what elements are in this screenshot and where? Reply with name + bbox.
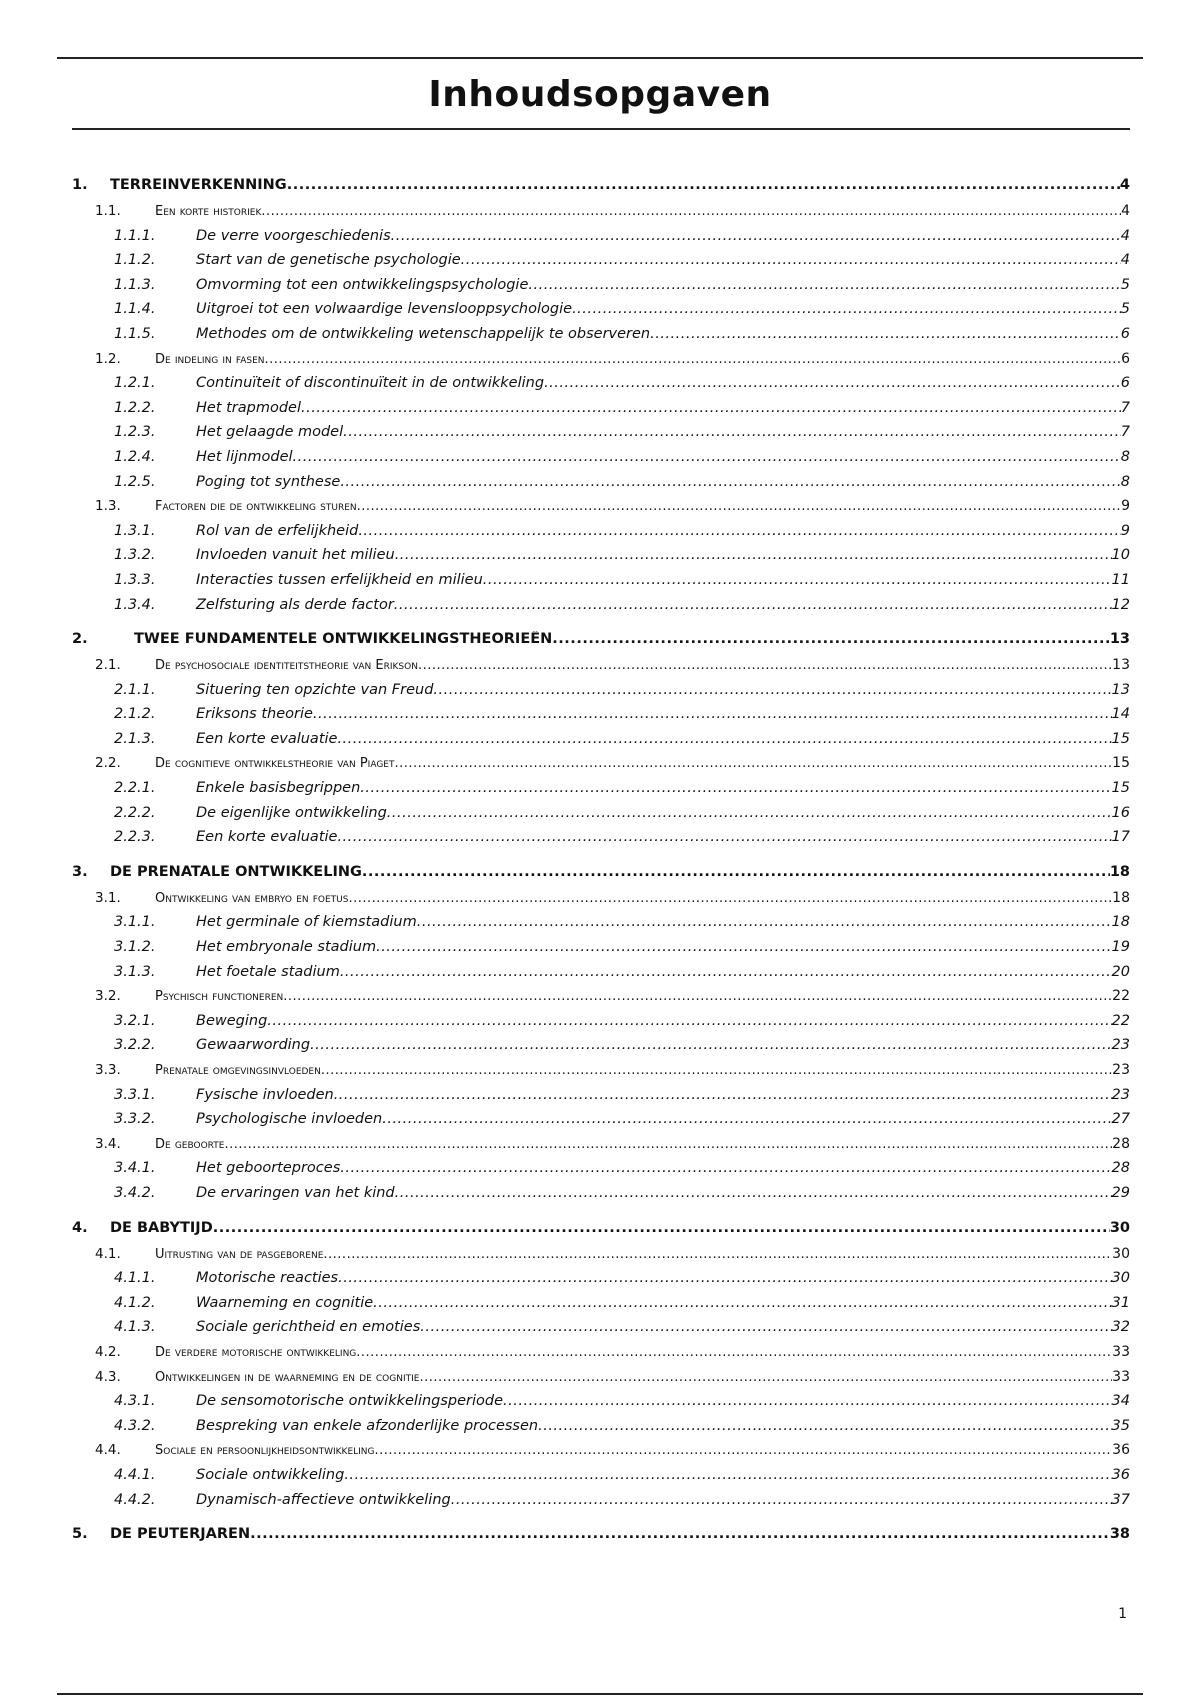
- toc-dot-leader: [337, 731, 1111, 747]
- toc-dot-leader: [213, 1220, 1110, 1236]
- toc-entry-page: 12: [1111, 596, 1130, 613]
- toc-entry[interactable]: [72, 301, 1130, 326]
- toc-dot-leader: [224, 1137, 1112, 1152]
- toc-entry-title: TWEE FUNDAMENTELE ONTWIKKELINGSTHEORIEËN: [134, 631, 553, 648]
- toc-entry[interactable]: [72, 1526, 1130, 1552]
- toc-entry-number: 3.1.2.: [114, 939, 156, 956]
- toc-entry[interactable]: [72, 1369, 1130, 1394]
- toc-entry-title: Uitgroei tot een volwaardige levenslooppsychologie: [196, 301, 573, 318]
- toc-entry[interactable]: [72, 1185, 1130, 1210]
- toc-entry-page: 36: [1112, 1442, 1130, 1459]
- toc-entry-page: 22: [1111, 1012, 1130, 1029]
- toc-entry[interactable]: [72, 864, 1130, 890]
- toc-entry[interactable]: [72, 498, 1130, 523]
- toc-entry-number: 3.2.: [95, 988, 121, 1005]
- toc-entry[interactable]: [72, 1013, 1130, 1038]
- toc-entry-title: Bespreking van enkele afzonderlijke processen: [196, 1417, 539, 1434]
- toc-entry-page: 31: [1111, 1294, 1130, 1311]
- toc-entry-title: Situering ten opzichte van Freud: [196, 681, 434, 698]
- toc-entry-page: 13: [1109, 631, 1130, 648]
- toc-entry-page: 29: [1111, 1184, 1130, 1201]
- toc-dot-leader: [538, 1418, 1111, 1434]
- toc-entry-page: 34: [1111, 1393, 1130, 1410]
- toc-dot-leader: [387, 805, 1112, 821]
- toc-entry-title: Eriksons theorie: [196, 706, 313, 723]
- toc-entry-page: 16: [1111, 804, 1130, 821]
- toc-entry-page: 30: [1111, 1270, 1130, 1287]
- toc-entry-number: 1.1.1.: [114, 227, 156, 244]
- toc-entry-title: Methodes om de ontwikkeling wetenschappelijk te observeren: [196, 325, 651, 342]
- toc-entry-number: 2.2.3.: [114, 829, 156, 846]
- toc-entry-title: Fysische invloeden: [196, 1086, 334, 1103]
- toc-entry-number: 3.3.: [95, 1062, 121, 1078]
- toc-dot-leader: [348, 891, 1112, 906]
- toc-entry-title: De indeling in fasen: [155, 351, 265, 367]
- toc-entry-title: De verre voorgeschiedenis: [196, 227, 391, 244]
- toc-entry-title: Het foetale stadium: [196, 963, 340, 980]
- toc-dot-leader: [265, 352, 1122, 367]
- toc-entry-title: Een korte evaluatie: [196, 730, 338, 747]
- toc-dot-leader: [343, 424, 1121, 440]
- table-of-contents: [72, 167, 1130, 1552]
- toc-entry-number: 1.2.4.: [114, 448, 156, 465]
- toc-entry-number: 4.3.: [95, 1368, 121, 1385]
- toc-entry-page: 13: [1112, 657, 1130, 674]
- toc-entry-title: Psychisch functioneren: [155, 989, 284, 1005]
- toc-entry-number: 3.: [72, 863, 88, 880]
- toc-entry-title: TERREINVERKENNING: [110, 177, 287, 193]
- toc-dot-leader: [552, 631, 1110, 647]
- toc-entry[interactable]: [72, 731, 1130, 756]
- toc-entry-title: Continuïteit of discontinuïteit in de ontwikkeling: [196, 375, 545, 392]
- toc-entry[interactable]: [72, 657, 1130, 682]
- toc-entry-title: Zelfsturing als derde factor: [196, 596, 394, 613]
- toc-entry-number: 1.1.3.: [114, 276, 156, 293]
- toc-entry[interactable]: [72, 326, 1130, 351]
- toc-dot-leader: [395, 1185, 1112, 1201]
- toc-entry-title: Start van de genetische psychologie: [196, 252, 461, 269]
- toc-entry-page: 4: [1120, 227, 1130, 244]
- toc-entry-number: 2.1.3.: [114, 730, 156, 747]
- toc-entry-number: 2.2.: [95, 755, 121, 772]
- toc-dot-leader: [503, 1393, 1112, 1409]
- toc-entry-number: 1.3.3.: [114, 571, 156, 588]
- toc-entry-page: 5: [1120, 276, 1130, 293]
- toc-entry-title: DE BABYTIJD: [110, 1219, 213, 1236]
- toc-entry-page: 4: [1121, 203, 1130, 219]
- toc-entry-number: 3.4.1.: [114, 1160, 156, 1177]
- toc-entry-title: Een korte historiek: [155, 204, 262, 219]
- toc-entry-title: DE PRENATALE ONTWIKKELING: [110, 863, 362, 880]
- toc-entry-page: 17: [1111, 829, 1130, 846]
- toc-entry-title: Ontwikkelingen in de waarneming en de cognitie: [155, 1369, 420, 1385]
- toc-entry-number: 3.3.1.: [114, 1086, 156, 1103]
- toc-entry-title: Sociale gerichtheid en emoties: [196, 1319, 421, 1336]
- toc-entry-page: 6: [1121, 350, 1130, 367]
- toc-entry[interactable]: [72, 203, 1130, 228]
- toc-dot-leader: [313, 706, 1112, 722]
- toc-entry-number: 1.2.3.: [114, 424, 156, 441]
- toc-entry-title: DE PEUTERJAREN: [110, 1526, 251, 1543]
- toc-dot-leader: [283, 989, 1112, 1004]
- toc-entry[interactable]: [72, 890, 1130, 915]
- toc-dot-leader: [340, 964, 1112, 980]
- toc-entry-page: 6: [1120, 375, 1130, 392]
- toc-entry-number: 4.3.1.: [114, 1393, 156, 1410]
- toc-entry-title: Enkele basisbegrippen: [196, 780, 361, 797]
- toc-entry[interactable]: [72, 1319, 1130, 1344]
- toc-dot-leader: [344, 1467, 1111, 1483]
- toc-entry-page: 33: [1112, 1368, 1130, 1385]
- toc-entry-number: 4.1.2.: [114, 1294, 156, 1311]
- toc-entry[interactable]: [72, 547, 1130, 572]
- toc-entry-page: 7: [1120, 424, 1130, 441]
- toc-dot-leader: [293, 449, 1121, 465]
- page-number: 1: [1118, 1606, 1127, 1622]
- toc-dot-leader: [420, 1319, 1111, 1335]
- toc-dot-leader: [337, 829, 1111, 845]
- toc-entry[interactable]: [72, 177, 1130, 203]
- toc-entry-page: 23: [1111, 1086, 1130, 1103]
- toc-entry-title: Dynamisch-affectieve ontwikkeling: [196, 1491, 451, 1508]
- toc-entry-number: 4.4.1.: [114, 1466, 156, 1483]
- toc-entry-page: 7: [1120, 399, 1130, 416]
- toc-entry-title: Het germinale of kiemstadium: [196, 914, 417, 931]
- toc-dot-leader: [376, 939, 1111, 955]
- toc-entry-page: 28: [1111, 1160, 1130, 1177]
- toc-dot-leader: [338, 1270, 1111, 1286]
- toc-dot-leader: [356, 1345, 1112, 1360]
- toc-entry-title: Prenatale omgevingsinvloeden: [155, 1063, 321, 1078]
- toc-entry-number: 4.4.: [95, 1442, 121, 1459]
- toc-entry-title: Het gelaagde model: [196, 424, 344, 441]
- toc-entry-number: 1.1.2.: [114, 252, 156, 269]
- toc-entry[interactable]: [72, 1136, 1130, 1161]
- toc-dot-leader: [321, 1063, 1112, 1078]
- toc-entry-page: 14: [1111, 706, 1130, 723]
- toc-dot-leader: [362, 864, 1110, 880]
- toc-entry[interactable]: [72, 682, 1130, 707]
- toc-entry-title: Gewaarwording: [196, 1037, 311, 1054]
- toc-entry-page: 19: [1111, 939, 1130, 956]
- toc-entry-page: 22: [1112, 988, 1130, 1005]
- toc-entry[interactable]: [72, 1037, 1130, 1062]
- toc-dot-leader: [358, 523, 1120, 539]
- toc-entry-title: De geboorte: [155, 1136, 225, 1152]
- toc-entry-title: Beweging: [196, 1012, 268, 1029]
- toc-entry-page: 18: [1112, 889, 1130, 906]
- toc-entry-page: 38: [1109, 1526, 1130, 1543]
- toc-dot-leader: [340, 474, 1120, 490]
- toc-entry-page: 10: [1111, 547, 1130, 564]
- toc-entry-page: 28: [1112, 1135, 1130, 1152]
- toc-entry-number: 4.1.: [95, 1245, 121, 1262]
- toc-entry[interactable]: [72, 1393, 1130, 1418]
- toc-entry[interactable]: [72, 1062, 1130, 1087]
- toc-entry-title: Het embryonale stadium: [196, 939, 377, 956]
- toc-entry-number: 2.: [72, 631, 88, 648]
- toc-entry-number: 2.1.2.: [114, 706, 156, 723]
- toc-entry-page: 13: [1111, 681, 1130, 698]
- toc-dot-leader: [391, 228, 1121, 244]
- toc-dot-leader: [261, 204, 1121, 219]
- toc-entry-title: De psychosociale identiteitstheorie van Erikson: [155, 658, 418, 674]
- toc-entry-page: 15: [1111, 780, 1130, 797]
- toc-entry-title: Een korte evaluatie: [196, 829, 338, 846]
- toc-dot-leader: [433, 682, 1111, 698]
- toc-dot-leader: [287, 177, 1120, 193]
- toc-entry-title: Het geboorteproces: [196, 1160, 341, 1177]
- toc-entry-page: 32: [1111, 1319, 1130, 1336]
- toc-entry-title: Psychologische invloeden: [196, 1111, 383, 1128]
- toc-entry[interactable]: [72, 755, 1130, 780]
- toc-entry-number: 3.2.1.: [114, 1012, 156, 1029]
- toc-entry-number: 1.2.1.: [114, 375, 156, 392]
- toc-entry[interactable]: [72, 572, 1130, 597]
- toc-entry-number: 1.3.2.: [114, 547, 156, 564]
- toc-entry-title: Interacties tussen erfelijkheid en milieu: [196, 571, 483, 588]
- title-underline: [72, 128, 1130, 130]
- toc-entry-page: 9: [1121, 498, 1130, 515]
- toc-entry-page: 18: [1111, 914, 1130, 931]
- toc-entry-page: 15: [1111, 730, 1130, 747]
- toc-dot-leader: [419, 1370, 1112, 1385]
- toc-entry[interactable]: [72, 228, 1130, 253]
- toc-entry-page: 5: [1120, 301, 1130, 318]
- toc-entry-number: 4.1.3.: [114, 1319, 156, 1336]
- toc-entry-page: 15: [1112, 755, 1130, 772]
- toc-entry-page: 23: [1112, 1062, 1130, 1078]
- toc-entry-number: 3.4.2.: [114, 1184, 156, 1201]
- toc-entry-number: 1.2.2.: [114, 399, 156, 416]
- toc-dot-leader: [382, 1111, 1111, 1127]
- toc-entry-page: 18: [1109, 863, 1130, 880]
- toc-entry[interactable]: [72, 523, 1130, 548]
- toc-entry-number: 3.3.2.: [114, 1111, 156, 1128]
- bottom-rule: [57, 1693, 1143, 1695]
- toc-entry-title: Invloeden vanuit het milieu: [196, 547, 395, 564]
- toc-entry-number: 5.: [72, 1526, 88, 1543]
- toc-entry-number: 1.1.4.: [114, 301, 156, 318]
- toc-dot-leader: [301, 400, 1121, 416]
- toc-entry-page: 8: [1120, 448, 1130, 465]
- toc-dot-leader: [650, 326, 1121, 342]
- toc-entry-number: 1.2.: [95, 350, 121, 367]
- toc-entry-number: 3.1.3.: [114, 963, 156, 980]
- toc-entry[interactable]: [72, 988, 1130, 1013]
- toc-entry-title: Het trapmodel: [196, 399, 302, 416]
- toc-dot-leader: [360, 780, 1111, 796]
- top-rule: [57, 57, 1143, 59]
- toc-dot-leader: [373, 1295, 1111, 1311]
- toc-entry-title: Ontwikkeling van embryo en foetus: [155, 890, 349, 906]
- toc-dot-leader: [417, 914, 1112, 930]
- toc-entry[interactable]: [72, 964, 1130, 989]
- toc-dot-leader: [334, 1087, 1112, 1103]
- toc-entry[interactable]: [72, 1246, 1130, 1271]
- toc-entry-number: 4.: [72, 1219, 88, 1236]
- toc-entry-page: 33: [1112, 1343, 1130, 1360]
- toc-entry-page: 20: [1111, 963, 1130, 980]
- toc-entry[interactable]: [72, 1270, 1130, 1295]
- toc-entry-number: 4.4.2.: [114, 1491, 156, 1508]
- toc-entry-number: 2.2.1.: [114, 780, 156, 797]
- toc-dot-leader: [340, 1160, 1111, 1176]
- toc-entry-title: De ervaringen van het kind: [196, 1184, 395, 1201]
- toc-dot-leader: [451, 1492, 1112, 1508]
- page-title: Inhoudsopgaven: [428, 74, 772, 115]
- toc-entry-title: Sociale ontwikkeling: [196, 1466, 345, 1483]
- toc-entry-number: 2.1.: [95, 657, 121, 674]
- toc-entry-page: 37: [1111, 1491, 1130, 1508]
- toc-dot-leader: [483, 572, 1112, 588]
- toc-entry[interactable]: [72, 631, 1130, 657]
- toc-dot-leader: [572, 301, 1121, 317]
- toc-entry-number: 2.1.1.: [114, 681, 156, 698]
- toc-dot-leader: [267, 1013, 1111, 1029]
- toc-entry-page: 4: [1119, 177, 1130, 193]
- toc-entry[interactable]: [72, 914, 1130, 939]
- toc-dot-leader: [394, 756, 1112, 771]
- toc-entry-number: 2.2.2.: [114, 804, 156, 821]
- toc-entry[interactable]: [72, 351, 1130, 376]
- toc-entry-page: 9: [1120, 522, 1130, 539]
- toc-entry[interactable]: [72, 780, 1130, 805]
- toc-entry-title: Sociale en persoonlijkheidsontwikkeling: [155, 1443, 375, 1459]
- toc-entry-number: 3.2.2.: [114, 1037, 156, 1054]
- toc-entry-number: 1.3.4.: [114, 596, 156, 613]
- toc-entry-number: 1.2.5.: [114, 473, 156, 490]
- toc-entry[interactable]: [72, 1111, 1130, 1136]
- toc-entry-number: 1.3.1.: [114, 522, 156, 539]
- toc-entry[interactable]: [72, 1087, 1130, 1112]
- toc-entry-page: 27: [1111, 1111, 1130, 1128]
- toc-entry-number: 1.3.: [95, 498, 121, 515]
- toc-entry-page: 35: [1111, 1417, 1130, 1434]
- toc-entry[interactable]: [72, 277, 1130, 302]
- toc-entry-title: Rol van de erfelijkheid: [196, 522, 359, 539]
- toc-entry[interactable]: [72, 1492, 1130, 1517]
- toc-entry[interactable]: [72, 706, 1130, 731]
- toc-entry[interactable]: [72, 805, 1130, 830]
- toc-entry-page: 30: [1112, 1245, 1130, 1262]
- toc-entry-title: Uitrusting van de pasgeborene: [155, 1246, 324, 1262]
- toc-entry-title: De eigenlijke ontwikkeling: [196, 804, 387, 821]
- toc-entry[interactable]: [72, 829, 1130, 854]
- toc-entry[interactable]: [72, 1220, 1130, 1246]
- toc-entry-number: 4.2.: [95, 1343, 121, 1360]
- toc-entry-title: Factoren die de ontwikkeling sturen: [155, 499, 357, 515]
- toc-entry-page: 4: [1120, 252, 1130, 269]
- toc-entry[interactable]: [72, 1418, 1130, 1443]
- toc-dot-leader: [323, 1247, 1112, 1262]
- toc-entry-page: 8: [1120, 473, 1130, 490]
- toc-dot-leader: [544, 375, 1121, 391]
- toc-entry-number: 3.1.: [95, 889, 121, 906]
- toc-entry-page: 23: [1111, 1037, 1130, 1054]
- toc-entry[interactable]: [72, 424, 1130, 449]
- toc-entry-title: Omvorming tot een ontwikkelingspsychologie: [196, 276, 529, 293]
- toc-entry[interactable]: [72, 1160, 1130, 1185]
- toc-entry-title: Motorische reacties: [196, 1270, 339, 1287]
- toc-entry-title: De verdere motorische ontwikkeling: [155, 1344, 357, 1360]
- toc-entry[interactable]: [72, 252, 1130, 277]
- toc-entry-title: De cognitieve ontwikkelstheorie van Piaget: [155, 756, 395, 772]
- toc-entry[interactable]: [72, 449, 1130, 474]
- toc-entry[interactable]: [72, 1344, 1130, 1369]
- toc-entry-page: 11: [1111, 571, 1130, 588]
- toc-entry-number: 4.1.1.: [114, 1270, 156, 1287]
- toc-entry[interactable]: [72, 1467, 1130, 1492]
- toc-entry-page: 6: [1120, 325, 1130, 342]
- toc-entry[interactable]: [72, 474, 1130, 499]
- toc-entry-page: 36: [1111, 1466, 1130, 1483]
- toc-entry[interactable]: [72, 375, 1130, 400]
- toc-entry-number: 3.1.1.: [114, 914, 156, 931]
- toc-dot-leader: [310, 1037, 1111, 1053]
- toc-entry[interactable]: [72, 597, 1130, 622]
- toc-entry[interactable]: [72, 1442, 1130, 1467]
- toc-entry-title: De sensomotorische ontwikkelingsperiode: [196, 1393, 504, 1410]
- toc-dot-leader: [375, 1443, 1113, 1458]
- toc-dot-leader: [395, 547, 1112, 563]
- toc-entry[interactable]: [72, 939, 1130, 964]
- toc-entry-number: 1.1.: [95, 203, 121, 219]
- toc-dot-leader: [528, 277, 1120, 293]
- toc-entry-number: 1.: [72, 177, 88, 193]
- toc-dot-leader: [394, 597, 1112, 613]
- toc-entry-title: Poging tot synthese: [196, 473, 341, 490]
- toc-entry[interactable]: [72, 1295, 1130, 1320]
- toc-entry[interactable]: [72, 400, 1130, 425]
- toc-entry-title: Het lijnmodel: [196, 448, 293, 465]
- toc-dot-leader: [250, 1526, 1110, 1542]
- toc-entry-title: Waarneming en cognitie: [196, 1294, 374, 1311]
- toc-entry-number: 4.3.2.: [114, 1417, 156, 1434]
- toc-dot-leader: [357, 499, 1121, 514]
- toc-dot-leader: [461, 252, 1121, 268]
- toc-entry-number: 3.4.: [95, 1135, 121, 1152]
- toc-entry-page: 30: [1109, 1219, 1130, 1236]
- toc-dot-leader: [418, 658, 1112, 673]
- toc-entry-number: 1.1.5.: [114, 325, 156, 342]
